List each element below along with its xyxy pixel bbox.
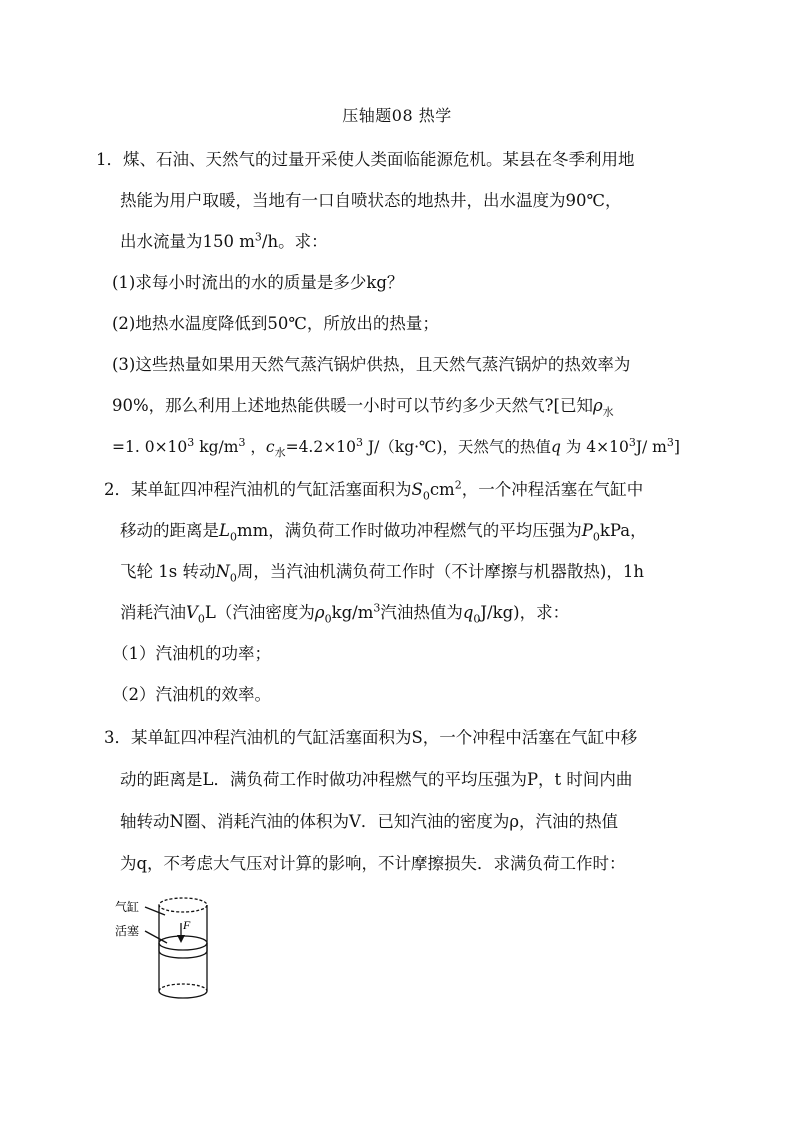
cylinder-bottom-front — [159, 991, 207, 998]
q3-line-3: 轴转动N圈、消耗汽油的体积为V．已知汽油的密度为ρ，汽油的热值 — [120, 812, 619, 831]
piston-label: 活塞 — [115, 924, 140, 938]
q1-part-3-line-1: (3)这些热量如果用天然气蒸汽锅炉供热，且天然气蒸汽锅炉的热效率为 — [112, 355, 631, 374]
q3-line-4: 为q，不考虑大气压对计算的影响，不计摩擦损失．求满负荷工作时： — [120, 854, 626, 873]
q3-line-1: 3．某单缸四冲程汽油机的气缸活塞面积为S，一个冲程中活塞在气缸中移 — [104, 728, 638, 747]
force-arrow-head — [177, 935, 185, 943]
q2-line-4: 消耗汽油$V_0L$（汽油密度为$\rho_0kg/m^3$汽油热值为$q_0J/kg$)，求： — [120, 601, 570, 626]
q1-part-1: (1)求每小时流出的水的质量是多少kg？ — [112, 273, 404, 292]
q1-part-3-line-2: 90%，那么利用上述地热能供暖一小时可以节约多少天然气?[已知$\rho_水$ — [112, 396, 614, 419]
force-label: F — [183, 918, 191, 932]
cylinder-top-ellipse — [159, 898, 207, 912]
q1-line-2: 热能为用户取暖，当地有一口自喷状态的地热井，出水温度为90℃， — [120, 191, 622, 210]
q3-line-2: 动的距离是L．满负荷工作时做功冲程燃气的平均压强为P，t 时间内曲 — [120, 770, 633, 789]
q2-line-2: 移动的距离是$L_0mm$，满负荷工作时做功冲程燃气的平均压强为$P_0kPa$， — [120, 521, 647, 544]
piston-bottom-edge — [159, 951, 207, 958]
q1-line-3: 出水流量为150 $m^3/h$。求： — [120, 230, 328, 251]
q2-part-1: （1）汽油机的功率； — [112, 644, 271, 663]
piston-leader-line — [145, 931, 167, 943]
q2-line-3: 飞轮 1s 转动$N_0$周，当汽油机满负荷工作时（不计摩擦与机器散热)，1h — [120, 562, 644, 585]
q2-line-1: 2．某单缸四冲程汽油机的气缸活塞面积为$S_0cm^2$，一个冲程活塞在气缸中 — [104, 478, 644, 503]
cylinder-label: 气缸 — [115, 900, 140, 914]
q1-line-1: 1．煤、石油、天然气的过量开采使人类面临能源危机。某县在冬季利用地 — [96, 150, 635, 169]
q2-part-2: （2）汽油机的效率。 — [112, 685, 271, 704]
cylinder-piston-figure — [115, 893, 225, 1008]
page-title: 压轴题08 热学 — [342, 106, 452, 125]
q1-part-3-line-3: =1. $0\times 10^3$ $kg/m^3$ ，$c_水=4.2\times 10^3$ J/（kg·℃)，天然气的热值q 为 $4\times 10^3J/$ $m^3$] — [112, 435, 680, 460]
q1-part-2: (2)地热水温度降低到50℃，所放出的热量； — [112, 314, 439, 333]
cylinder-bottom-back — [159, 984, 207, 991]
